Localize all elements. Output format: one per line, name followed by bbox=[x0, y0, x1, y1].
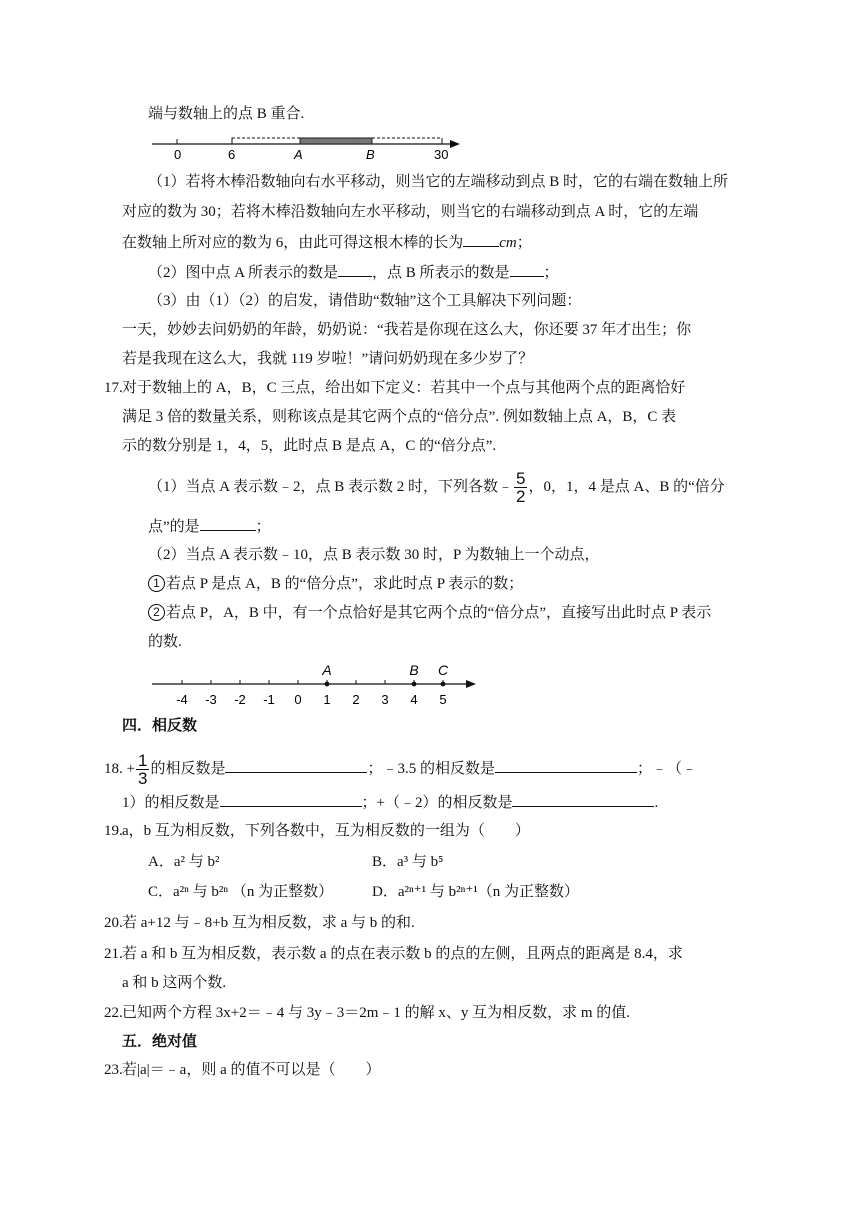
q16-part1-line3: 在数轴上所对应的数为 6，由此可得这根木棒的长为 cm； bbox=[122, 232, 532, 253]
q16-label-a: A bbox=[294, 147, 303, 162]
q19-option-c[interactable]: C．a²ⁿ 与 b²ⁿ （n 为正整数） bbox=[148, 884, 334, 900]
q16-stick bbox=[300, 138, 372, 144]
q17-point-label-a: A bbox=[322, 662, 332, 678]
q22-number: 22. bbox=[104, 1005, 123, 1021]
q16-number-line bbox=[150, 134, 460, 164]
q16-part3: （3）由（1）（2）的启发，请借助“数轴”这个工具解决下列问题： bbox=[148, 293, 582, 309]
q17-tick-label: -4 bbox=[176, 692, 188, 707]
q17-tick-label: -3 bbox=[205, 692, 217, 707]
q17-tick-label: 2 bbox=[352, 692, 360, 707]
q17-line3: 示的数分别是 1，4，5，此时点 B 是点 A，C 的“倍分点”. bbox=[122, 438, 497, 454]
answer-blank[interactable] bbox=[495, 758, 637, 773]
answer-blank[interactable] bbox=[225, 758, 367, 773]
q17-part2: （2）当点 A 表示数﹣10，点 B 表示数 30 时，P 为数轴上一个动点， bbox=[148, 547, 600, 563]
q18-line1: 18. + $\frac{1}{3}$ 的相反数是 ；﹣3.5 的相反数是 ；﹣（﹣ bbox=[104, 751, 697, 788]
q17-axis-arrow bbox=[466, 680, 476, 688]
q16-part3-line3: 若是我现在这么大，我就 119 岁啦！”请问奶奶现在多少岁了？ bbox=[122, 351, 534, 367]
q17-point-c bbox=[441, 682, 446, 687]
section-5-heading: 五．绝对值 bbox=[122, 1034, 198, 1050]
q17-sub2: 2 若点 P，A，B 中，有一个点恰好是其它两个点的“倍分点”，直接写出此时点 P 表示 bbox=[148, 603, 711, 623]
q16-label-6: 6 bbox=[228, 147, 236, 162]
q19-option-b[interactable]: B．a³ 与 b⁵ bbox=[372, 854, 444, 870]
q19-option-d[interactable]: D．a²ⁿ⁺¹ 与 b²ⁿ⁺¹（n 为正整数） bbox=[372, 884, 580, 900]
circled-1: 1 bbox=[148, 575, 165, 592]
q18-line2: 1）的相反数是 ；+（﹣2）的相反数是 . bbox=[122, 792, 658, 813]
q19-stem: a，b 互为相反数，下列各数中，互为相反数的一组为（ ） bbox=[122, 823, 530, 839]
answer-blank[interactable] bbox=[200, 516, 256, 531]
q17-line2: 满足 3 倍的数量关系，则称该点是其它两个点的“倍分点”. 例如数轴上点 A，B，C 表 bbox=[122, 409, 677, 425]
q17-number-line bbox=[150, 662, 480, 710]
q17-point-b bbox=[412, 682, 417, 687]
q17-part1-line2: 点”的是 ； bbox=[148, 516, 271, 537]
q17-tick-label: -1 bbox=[263, 692, 275, 707]
q17-tick-label: -2 bbox=[234, 692, 246, 707]
q16-label-0: 0 bbox=[174, 147, 182, 162]
answer-blank[interactable] bbox=[463, 232, 499, 247]
q17-tick-label: 1 bbox=[323, 692, 331, 707]
q17-tick-label: 0 bbox=[294, 692, 302, 707]
q17-sub1: 1 若点 P 是点 A，B 的“倍分点”，求此时点 P 表示的数； bbox=[148, 574, 523, 594]
q21-line1: 若 a 和 b 互为相反数，表示数 a 的点在表示数 b 的点的左侧，且两点的距离是 8.4，求 bbox=[122, 946, 683, 962]
answer-blank[interactable] bbox=[338, 262, 372, 277]
q16-part3-line2: 一天，妙妙去问奶奶的年龄，奶奶说：“我若是你现在这么大，你还要 37 年才出生；你 bbox=[122, 322, 692, 338]
q17-tick-label: 4 bbox=[410, 692, 418, 707]
q16-part2: （2）图中点 A 所表示的数是 ，点 B 所表示的数是 ； bbox=[148, 262, 559, 283]
q16-intro: 端与数轴上的点 B 重合. bbox=[148, 106, 305, 122]
q16-part1-line2: 对应的数为 30；若将木棒沿数轴向左水平移动，则当它的右端移动到点 A 时，它的左端 bbox=[122, 204, 699, 220]
answer-blank[interactable] bbox=[512, 792, 654, 807]
q17-sub2-line2: 的数. bbox=[148, 634, 182, 650]
q16-axis-arrow bbox=[450, 140, 460, 148]
circled-2: 2 bbox=[148, 604, 165, 621]
q16-label-30: 30 bbox=[434, 147, 449, 162]
q20-text: 若 a+12 与﹣8+b 互为相反数，求 a 与 b 的和. bbox=[122, 915, 415, 931]
q16-part1-line3-text: 在数轴上所对应的数为 6，由此可得这根木棒的长为 bbox=[122, 235, 464, 251]
q17-tick-label: 3 bbox=[381, 692, 389, 707]
section-4-heading: 四．相反数 bbox=[122, 718, 198, 734]
q17-point-a bbox=[325, 682, 330, 687]
q17-number: 17. bbox=[104, 380, 123, 396]
q17-tick-label: 5 bbox=[439, 692, 447, 707]
q17-part1: （1）当点 A 表示数﹣2，点 B 表示数 2 时，下列各数﹣ $\frac{5}{2}$ ，0，1，4 是点 A、B 的“倍分 bbox=[148, 469, 725, 506]
q23-text: 若|a|＝﹣a，则 a 的值不可以是（ ） bbox=[122, 1062, 381, 1078]
fraction-1-3: $\frac{1}{3}$ bbox=[137, 751, 148, 788]
q21-line2: a 和 b 这两个数. bbox=[122, 975, 227, 991]
q19-number: 19. bbox=[104, 823, 123, 839]
q17-point-label-b: B bbox=[409, 662, 419, 678]
q16-part1-line1: （1）若将木棒沿数轴向右水平移动，则当它的左端移动到点 B 时，它的右端在数轴上所 bbox=[148, 174, 729, 190]
q16-label-b: B bbox=[366, 147, 375, 162]
q23-number: 23. bbox=[104, 1062, 123, 1078]
q21-number: 21. bbox=[104, 946, 123, 962]
fraction-5-2: $\frac{5}{2}$ bbox=[516, 469, 526, 506]
q20-number: 20. bbox=[104, 915, 123, 931]
q17-line1: 对于数轴上的 A，B，C 三点，给出如下定义：若其中一个点与其他两个点的距离恰好 bbox=[122, 380, 686, 396]
answer-blank[interactable] bbox=[510, 262, 544, 277]
answer-blank[interactable] bbox=[220, 792, 362, 807]
q17-point-label-c: C bbox=[437, 662, 449, 678]
unit-cm: cm bbox=[499, 235, 517, 251]
q22-text: 已知两个方程 3x+2＝﹣4 与 3y﹣3＝2m﹣1 的解 x、y 互为相反数，求 m 的值. bbox=[122, 1005, 631, 1021]
q19-option-a[interactable]: A．a² 与 b² bbox=[148, 854, 220, 870]
